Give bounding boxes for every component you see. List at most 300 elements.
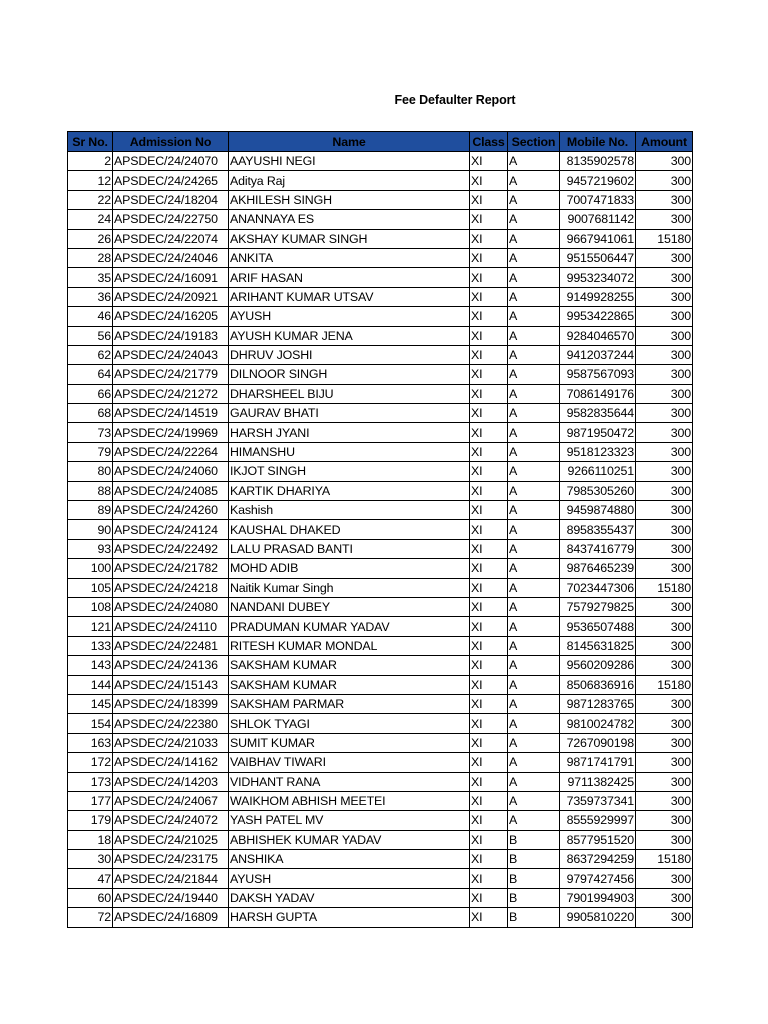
mobile-no-cell: 9871283765 [560, 694, 636, 713]
admission-no-cell: APSDEC/24/14203 [113, 772, 229, 791]
table-row [68, 152, 693, 171]
section-cell: A [508, 210, 560, 229]
admission-no-cell: APSDEC/24/21272 [113, 384, 229, 403]
admission-no-cell: APSDEC/24/16205 [113, 307, 229, 326]
section-cell: A [508, 501, 560, 520]
mobile-no-cell: 9457219602 [560, 171, 636, 190]
admission-no-cell: APSDEC/24/24072 [113, 811, 229, 830]
amount-cell: 15180 [636, 675, 693, 694]
class-cell: XI [470, 268, 508, 287]
mobile-no-cell: 8958355437 [560, 520, 636, 539]
amount-cell: 300 [636, 753, 693, 772]
section-cell: A [508, 481, 560, 500]
amount-cell: 300 [636, 791, 693, 810]
class-cell: XI [470, 152, 508, 171]
admission-no-cell: APSDEC/24/14519 [113, 404, 229, 423]
table-row [68, 287, 693, 306]
section-cell: B [508, 830, 560, 849]
mobile-no-cell: 9582835644 [560, 404, 636, 423]
admission-no-cell: APSDEC/24/16091 [113, 268, 229, 287]
table-row [68, 404, 693, 423]
mobile-no-cell: 9905810220 [560, 908, 636, 927]
admission-no-cell: APSDEC/24/24070 [113, 152, 229, 171]
class-cell: XI [470, 869, 508, 888]
admission-no-cell: APSDEC/24/15143 [113, 675, 229, 694]
table-row [68, 869, 693, 888]
class-cell: XI [470, 287, 508, 306]
table-row [68, 850, 693, 869]
class-cell: XI [470, 423, 508, 442]
admission-no-cell: APSDEC/24/14162 [113, 753, 229, 772]
class-cell: XI [470, 830, 508, 849]
admission-no-cell: APSDEC/24/24110 [113, 617, 229, 636]
admission-no-cell: APSDEC/24/24043 [113, 345, 229, 364]
class-cell: XI [470, 888, 508, 907]
mobile-no-cell: 9797427456 [560, 869, 636, 888]
admission-no-cell: APSDEC/24/22264 [113, 442, 229, 461]
admission-no-cell: APSDEC/24/19440 [113, 888, 229, 907]
class-cell: XI [470, 753, 508, 772]
table-row [68, 384, 693, 403]
sr-no-cell: 12 [68, 171, 113, 190]
section-cell: A [508, 462, 560, 481]
admission-no-cell: APSDEC/24/24265 [113, 171, 229, 190]
sr-no-cell: 108 [68, 597, 113, 616]
sr-no-cell: 18 [68, 830, 113, 849]
name-cell: YASH PATEL MV [229, 811, 470, 830]
table-body [68, 152, 693, 928]
name-cell: AYUSH [229, 869, 470, 888]
admission-no-cell: APSDEC/24/24124 [113, 520, 229, 539]
mobile-no-cell: 9149928255 [560, 287, 636, 306]
sr-no-cell: 64 [68, 365, 113, 384]
class-cell: XI [470, 384, 508, 403]
mobile-no-cell: 7901994903 [560, 888, 636, 907]
report-title: Fee Defaulter Report [394, 93, 516, 107]
class-cell: XI [470, 248, 508, 267]
amount-cell: 15180 [636, 850, 693, 869]
header-class: Class [470, 132, 508, 152]
table-row [68, 539, 693, 558]
amount-cell: 300 [636, 656, 693, 675]
amount-cell: 300 [636, 462, 693, 481]
sr-no-cell: 36 [68, 287, 113, 306]
name-cell: HIMANSHU [229, 442, 470, 461]
admission-no-cell: APSDEC/24/20921 [113, 287, 229, 306]
mobile-no-cell: 9667941061 [560, 229, 636, 248]
name-cell: AYUSH [229, 307, 470, 326]
class-cell: XI [470, 210, 508, 229]
section-cell: A [508, 772, 560, 791]
mobile-no-cell: 7023447306 [560, 578, 636, 597]
table-row [68, 656, 693, 675]
section-cell: B [508, 908, 560, 927]
mobile-no-cell: 9560209286 [560, 656, 636, 675]
class-cell: XI [470, 811, 508, 830]
name-cell: DAKSH YADAV [229, 888, 470, 907]
amount-cell: 300 [636, 345, 693, 364]
admission-no-cell: APSDEC/24/22750 [113, 210, 229, 229]
mobile-no-cell: 8506836916 [560, 675, 636, 694]
sr-no-cell: 93 [68, 539, 113, 558]
table-row [68, 888, 693, 907]
name-cell: VAIBHAV TIWARI [229, 753, 470, 772]
amount-cell: 300 [636, 307, 693, 326]
amount-cell: 300 [636, 811, 693, 830]
name-cell: SHLOK TYAGI [229, 714, 470, 733]
amount-cell: 300 [636, 210, 693, 229]
table-row [68, 345, 693, 364]
class-cell: XI [470, 617, 508, 636]
mobile-no-cell: 9284046570 [560, 326, 636, 345]
amount-cell: 300 [636, 287, 693, 306]
section-cell: A [508, 307, 560, 326]
mobile-no-cell: 9459874880 [560, 501, 636, 520]
section-cell: A [508, 171, 560, 190]
sr-no-cell: 56 [68, 326, 113, 345]
amount-cell: 300 [636, 171, 693, 190]
sr-no-cell: 173 [68, 772, 113, 791]
table-row [68, 268, 693, 287]
name-cell: MOHD ADIB [229, 559, 470, 578]
name-cell: AKSHAY KUMAR SINGH [229, 229, 470, 248]
section-cell: A [508, 442, 560, 461]
table-row [68, 326, 693, 345]
section-cell: A [508, 539, 560, 558]
sr-no-cell: 105 [68, 578, 113, 597]
table-row [68, 171, 693, 190]
table-row [68, 190, 693, 209]
mobile-no-cell: 9518123323 [560, 442, 636, 461]
sr-no-cell: 89 [68, 501, 113, 520]
amount-cell: 300 [636, 326, 693, 345]
amount-cell: 300 [636, 694, 693, 713]
admission-no-cell: APSDEC/24/23175 [113, 850, 229, 869]
name-cell: Aditya Raj [229, 171, 470, 190]
amount-cell: 15180 [636, 578, 693, 597]
mobile-no-cell: 9536507488 [560, 617, 636, 636]
admission-no-cell: APSDEC/24/24136 [113, 656, 229, 675]
section-cell: A [508, 326, 560, 345]
admission-no-cell: APSDEC/24/22492 [113, 539, 229, 558]
section-cell: A [508, 733, 560, 752]
sr-no-cell: 46 [68, 307, 113, 326]
class-cell: XI [470, 675, 508, 694]
amount-cell: 300 [636, 772, 693, 791]
mobile-no-cell: 8135902578 [560, 152, 636, 171]
section-cell: A [508, 248, 560, 267]
sr-no-cell: 68 [68, 404, 113, 423]
name-cell: SUMIT KUMAR [229, 733, 470, 752]
section-cell: A [508, 345, 560, 364]
section-cell: A [508, 791, 560, 810]
class-cell: XI [470, 520, 508, 539]
sr-no-cell: 35 [68, 268, 113, 287]
section-cell: A [508, 675, 560, 694]
table-row [68, 307, 693, 326]
table-row [68, 694, 693, 713]
section-cell: A [508, 656, 560, 675]
amount-cell: 300 [636, 617, 693, 636]
name-cell: DILNOOR SINGH [229, 365, 470, 384]
class-cell: XI [470, 539, 508, 558]
class-cell: XI [470, 501, 508, 520]
table-row [68, 733, 693, 752]
class-cell: XI [470, 462, 508, 481]
name-cell: ARIF HASAN [229, 268, 470, 287]
table-row [68, 597, 693, 616]
name-cell: ABHISHEK KUMAR YADAV [229, 830, 470, 849]
admission-no-cell: APSDEC/24/18399 [113, 694, 229, 713]
section-cell: A [508, 152, 560, 171]
sr-no-cell: 30 [68, 850, 113, 869]
sr-no-cell: 62 [68, 345, 113, 364]
admission-no-cell: APSDEC/24/19969 [113, 423, 229, 442]
name-cell: Kashish [229, 501, 470, 520]
sr-no-cell: 2 [68, 152, 113, 171]
sr-no-cell: 60 [68, 888, 113, 907]
table-row [68, 248, 693, 267]
section-cell: A [508, 578, 560, 597]
name-cell: KAUSHAL DHAKED [229, 520, 470, 539]
sr-no-cell: 22 [68, 190, 113, 209]
amount-cell: 300 [636, 636, 693, 655]
name-cell: ANSHIKA [229, 850, 470, 869]
name-cell: SAKSHAM PARMAR [229, 694, 470, 713]
class-cell: XI [470, 404, 508, 423]
sr-no-cell: 163 [68, 733, 113, 752]
mobile-no-cell: 7267090198 [560, 733, 636, 752]
name-cell: VIDHANT RANA [229, 772, 470, 791]
header-sr-no: Sr No. [68, 132, 113, 152]
name-cell: Naitik Kumar Singh [229, 578, 470, 597]
fee-defaulter-table [67, 131, 693, 928]
class-cell: XI [470, 636, 508, 655]
mobile-no-cell: 8577951520 [560, 830, 636, 849]
amount-cell: 300 [636, 830, 693, 849]
section-cell: A [508, 597, 560, 616]
admission-no-cell: APSDEC/24/18204 [113, 190, 229, 209]
class-cell: XI [470, 190, 508, 209]
table-row [68, 559, 693, 578]
table-row [68, 578, 693, 597]
section-cell: A [508, 229, 560, 248]
name-cell: KARTIK DHARIYA [229, 481, 470, 500]
amount-cell: 300 [636, 733, 693, 752]
admission-no-cell: APSDEC/24/21025 [113, 830, 229, 849]
mobile-no-cell: 9587567093 [560, 365, 636, 384]
table-row [68, 675, 693, 694]
sr-no-cell: 26 [68, 229, 113, 248]
mobile-no-cell: 9412037244 [560, 345, 636, 364]
table-row [68, 617, 693, 636]
sr-no-cell: 90 [68, 520, 113, 539]
table-row [68, 462, 693, 481]
table-row [68, 423, 693, 442]
class-cell: XI [470, 481, 508, 500]
mobile-no-cell: 7086149176 [560, 384, 636, 403]
sr-no-cell: 80 [68, 462, 113, 481]
table-row [68, 365, 693, 384]
class-cell: XI [470, 908, 508, 927]
table-row [68, 772, 693, 791]
amount-cell: 300 [636, 869, 693, 888]
sr-no-cell: 154 [68, 714, 113, 733]
class-cell: XI [470, 733, 508, 752]
class-cell: XI [470, 694, 508, 713]
table-row [68, 811, 693, 830]
sr-no-cell: 24 [68, 210, 113, 229]
table-row [68, 210, 693, 229]
sr-no-cell: 73 [68, 423, 113, 442]
amount-cell: 300 [636, 539, 693, 558]
mobile-no-cell: 9007681142 [560, 210, 636, 229]
mobile-no-cell: 9266110251 [560, 462, 636, 481]
mobile-no-cell: 7359737341 [560, 791, 636, 810]
amount-cell: 300 [636, 384, 693, 403]
class-cell: XI [470, 365, 508, 384]
class-cell: XI [470, 326, 508, 345]
mobile-no-cell: 9953234072 [560, 268, 636, 287]
section-cell: A [508, 520, 560, 539]
admission-no-cell: APSDEC/24/24085 [113, 481, 229, 500]
table-row [68, 442, 693, 461]
admission-no-cell: APSDEC/24/24060 [113, 462, 229, 481]
name-cell: HARSH GUPTA [229, 908, 470, 927]
class-cell: XI [470, 345, 508, 364]
header-admission-no: Admission No [113, 132, 229, 152]
amount-cell: 300 [636, 442, 693, 461]
sr-no-cell: 100 [68, 559, 113, 578]
sr-no-cell: 179 [68, 811, 113, 830]
section-cell: A [508, 636, 560, 655]
name-cell: IKJOT SINGH [229, 462, 470, 481]
sr-no-cell: 47 [68, 869, 113, 888]
mobile-no-cell: 7007471833 [560, 190, 636, 209]
amount-cell: 15180 [636, 229, 693, 248]
section-cell: A [508, 423, 560, 442]
admission-no-cell: APSDEC/24/24260 [113, 501, 229, 520]
mobile-no-cell: 9953422865 [560, 307, 636, 326]
amount-cell: 300 [636, 152, 693, 171]
table-row [68, 791, 693, 810]
mobile-no-cell: 9711382425 [560, 772, 636, 791]
amount-cell: 300 [636, 501, 693, 520]
section-cell: B [508, 888, 560, 907]
mobile-no-cell: 9810024782 [560, 714, 636, 733]
amount-cell: 300 [636, 268, 693, 287]
name-cell: PRADUMAN KUMAR YADAV [229, 617, 470, 636]
table-row [68, 636, 693, 655]
amount-cell: 300 [636, 404, 693, 423]
class-cell: XI [470, 578, 508, 597]
mobile-no-cell: 7579279825 [560, 597, 636, 616]
name-cell: GAURAV BHATI [229, 404, 470, 423]
section-cell: A [508, 617, 560, 636]
sr-no-cell: 88 [68, 481, 113, 500]
name-cell: AYUSH KUMAR JENA [229, 326, 470, 345]
section-cell: A [508, 753, 560, 772]
section-cell: A [508, 287, 560, 306]
table-row [68, 908, 693, 927]
mobile-no-cell: 8437416779 [560, 539, 636, 558]
mobile-no-cell: 9515506447 [560, 248, 636, 267]
class-cell: XI [470, 772, 508, 791]
sr-no-cell: 177 [68, 791, 113, 810]
class-cell: XI [470, 714, 508, 733]
section-cell: A [508, 365, 560, 384]
admission-no-cell: APSDEC/24/22380 [113, 714, 229, 733]
table-row [68, 481, 693, 500]
amount-cell: 300 [636, 597, 693, 616]
sr-no-cell: 121 [68, 617, 113, 636]
class-cell: XI [470, 850, 508, 869]
name-cell: SAKSHAM KUMAR [229, 656, 470, 675]
name-cell: ANANNAYA ES [229, 210, 470, 229]
class-cell: XI [470, 597, 508, 616]
section-cell: A [508, 559, 560, 578]
amount-cell: 300 [636, 190, 693, 209]
section-cell: A [508, 714, 560, 733]
admission-no-cell: APSDEC/24/24046 [113, 248, 229, 267]
table-row [68, 753, 693, 772]
mobile-no-cell: 9871741791 [560, 753, 636, 772]
section-cell: A [508, 694, 560, 713]
header-amount: Amount [636, 132, 693, 152]
section-cell: A [508, 404, 560, 423]
name-cell: DHARSHEEL BIJU [229, 384, 470, 403]
table-header [68, 132, 693, 152]
sr-no-cell: 79 [68, 442, 113, 461]
name-cell: AAYUSHI NEGI [229, 152, 470, 171]
sr-no-cell: 145 [68, 694, 113, 713]
name-cell: NANDANI DUBEY [229, 597, 470, 616]
amount-cell: 300 [636, 423, 693, 442]
amount-cell: 300 [636, 248, 693, 267]
amount-cell: 300 [636, 365, 693, 384]
section-cell: A [508, 811, 560, 830]
admission-no-cell: APSDEC/24/19183 [113, 326, 229, 345]
header-row [68, 132, 693, 152]
amount-cell: 300 [636, 520, 693, 539]
admission-no-cell: APSDEC/24/21844 [113, 869, 229, 888]
section-cell: B [508, 869, 560, 888]
sr-no-cell: 144 [68, 675, 113, 694]
admission-no-cell: APSDEC/24/22074 [113, 229, 229, 248]
admission-no-cell: APSDEC/24/22481 [113, 636, 229, 655]
class-cell: XI [470, 791, 508, 810]
admission-no-cell: APSDEC/24/24080 [113, 597, 229, 616]
sr-no-cell: 28 [68, 248, 113, 267]
class-cell: XI [470, 559, 508, 578]
name-cell: DHRUV JOSHI [229, 345, 470, 364]
class-cell: XI [470, 307, 508, 326]
name-cell: SAKSHAM KUMAR [229, 675, 470, 694]
sr-no-cell: 172 [68, 753, 113, 772]
table-row [68, 501, 693, 520]
amount-cell: 300 [636, 714, 693, 733]
amount-cell: 300 [636, 908, 693, 927]
header-mobile-no: Mobile No. [560, 132, 636, 152]
admission-no-cell: APSDEC/24/21779 [113, 365, 229, 384]
admission-no-cell: APSDEC/24/24067 [113, 791, 229, 810]
name-cell: ARIHANT KUMAR UTSAV [229, 287, 470, 306]
amount-cell: 300 [636, 559, 693, 578]
mobile-no-cell: 8637294259 [560, 850, 636, 869]
mobile-no-cell: 9871950472 [560, 423, 636, 442]
mobile-no-cell: 8145631825 [560, 636, 636, 655]
sr-no-cell: 72 [68, 908, 113, 927]
